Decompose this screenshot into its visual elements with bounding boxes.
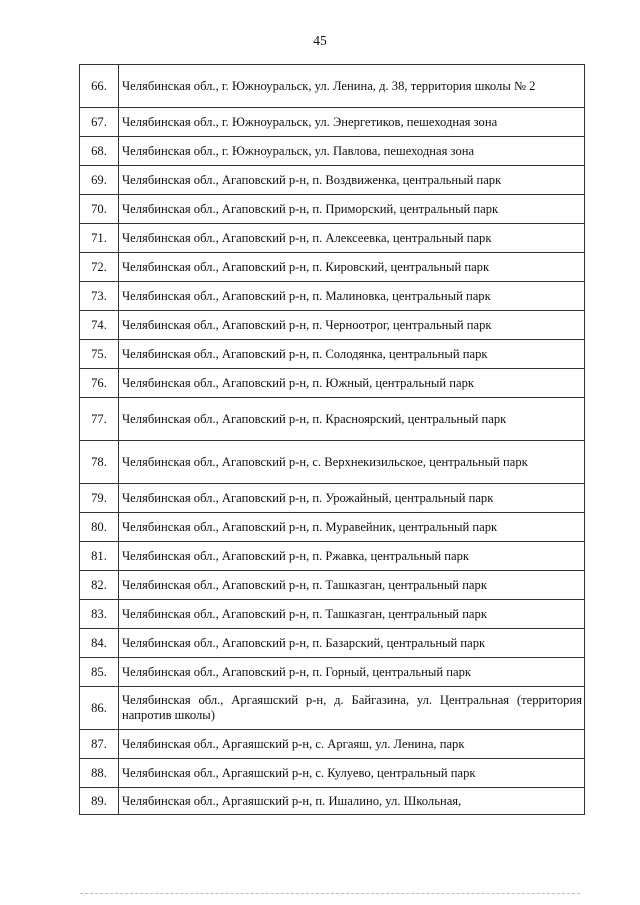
- table-row: [80, 224, 585, 253]
- address-table: [79, 64, 585, 815]
- row-address: Челябинская обл., Агаповский р-н, п. Муравейник, центральный парк: [119, 513, 585, 542]
- table-row: [80, 484, 585, 513]
- row-address: Челябинская обл., Аргаяшский р-н, с. Кулуево, центральный парк: [119, 759, 585, 788]
- row-address: Челябинская обл., г. Южноуральск, ул. Павлова, пешеходная зона: [119, 137, 585, 166]
- table-row: [80, 571, 585, 600]
- table-row: [80, 788, 585, 815]
- row-address: Челябинская обл., Аргаяшский р-н, п. Ишалино, ул. Школьная,: [119, 788, 585, 815]
- row-number: 83.: [80, 600, 119, 629]
- row-number: 81.: [80, 542, 119, 571]
- address-table-body: [80, 65, 585, 815]
- table-row: [80, 137, 585, 166]
- row-number: 76.: [80, 369, 119, 398]
- table-row: [80, 441, 585, 484]
- row-address: Челябинская обл., г. Южноуральск, ул. Энергетиков, пешеходная зона: [119, 108, 585, 137]
- row-address: Челябинская обл., Агаповский р-н, с. Верхнекизильское, центральный парк: [119, 441, 585, 484]
- table-row: [80, 108, 585, 137]
- row-number: 73.: [80, 282, 119, 311]
- row-address: Челябинская обл., Агаповский р-н, п. Малиновка, центральный парк: [119, 282, 585, 311]
- row-number: 82.: [80, 571, 119, 600]
- table-row: [80, 253, 585, 282]
- row-address: Челябинская обл., Агаповский р-н, п. Кировский, центральный парк: [119, 253, 585, 282]
- row-number: 66.: [80, 65, 119, 108]
- page-number: 45: [313, 33, 327, 48]
- row-number: 74.: [80, 311, 119, 340]
- table-row: [80, 759, 585, 788]
- row-address: Челябинская обл., Агаповский р-н, п. Воздвиженка, центральный парк: [119, 166, 585, 195]
- table-row: [80, 658, 585, 687]
- table-row: [80, 687, 585, 730]
- row-address: Челябинская обл., Агаповский р-н, п. Красноярский, центральный парк: [119, 398, 585, 441]
- row-number: 70.: [80, 195, 119, 224]
- table-row: [80, 195, 585, 224]
- bottom-divider: [80, 893, 580, 895]
- row-address: Челябинская обл., Агаповский р-н, п. Южный, центральный парк: [119, 369, 585, 398]
- row-number: 68.: [80, 137, 119, 166]
- row-address: Челябинская обл., Агаповский р-н, п. Ржавка, центральный парк: [119, 542, 585, 571]
- row-number: 80.: [80, 513, 119, 542]
- row-address: Челябинская обл., Агаповский р-н, п. Урожайный, центральный парк: [119, 484, 585, 513]
- table-row: [80, 629, 585, 658]
- row-address: Челябинская обл., Агаповский р-н, п. Базарский, центральный парк: [119, 629, 585, 658]
- row-address: Челябинская обл., Агаповский р-н, п. Приморский, центральный парк: [119, 195, 585, 224]
- row-number: 69.: [80, 166, 119, 195]
- row-number: 86.: [80, 687, 119, 730]
- table-row: [80, 282, 585, 311]
- row-number: 87.: [80, 730, 119, 759]
- row-address: Челябинская обл., Аргаяшский р-н, с. Аргаяш, ул. Ленина, парк: [119, 730, 585, 759]
- table-row: [80, 542, 585, 571]
- row-number: 71.: [80, 224, 119, 253]
- table-row: [80, 513, 585, 542]
- table-row: [80, 166, 585, 195]
- row-number: 84.: [80, 629, 119, 658]
- row-number: 67.: [80, 108, 119, 137]
- row-number: 78.: [80, 441, 119, 484]
- row-address: Челябинская обл., г. Южноуральск, ул. Ленина, д. 38, территория школы № 2: [119, 65, 585, 108]
- row-number: 88.: [80, 759, 119, 788]
- row-address: Челябинская обл., Агаповский р-н, п. Горный, центральный парк: [119, 658, 585, 687]
- table-row: [80, 369, 585, 398]
- row-number: 75.: [80, 340, 119, 369]
- table-row: [80, 65, 585, 108]
- row-number: 72.: [80, 253, 119, 282]
- table-row: [80, 600, 585, 629]
- row-number: 89.: [80, 788, 119, 815]
- row-address: Челябинская обл., Агаповский р-н, п. Ташказган, центральный парк: [119, 571, 585, 600]
- row-number: 85.: [80, 658, 119, 687]
- row-number: 77.: [80, 398, 119, 441]
- row-address: Челябинская обл., Агаповский р-н, п. Ташказган, центральный парк: [119, 600, 585, 629]
- row-address: Челябинская обл., Агаповский р-н, п. Алексеевка, центральный парк: [119, 224, 585, 253]
- table-row: [80, 398, 585, 441]
- row-address: Челябинская обл., Аргаяшский р-н, д. Байгазина, ул. Центральная (территория напротив школы): [119, 687, 585, 730]
- row-number: 79.: [80, 484, 119, 513]
- table-row: [80, 730, 585, 759]
- row-address: Челябинская обл., Агаповский р-н, п. Черноотрог, центральный парк: [119, 311, 585, 340]
- row-address: Челябинская обл., Агаповский р-н, п. Солодянка, центральный парк: [119, 340, 585, 369]
- table-row: [80, 311, 585, 340]
- table-row: [80, 340, 585, 369]
